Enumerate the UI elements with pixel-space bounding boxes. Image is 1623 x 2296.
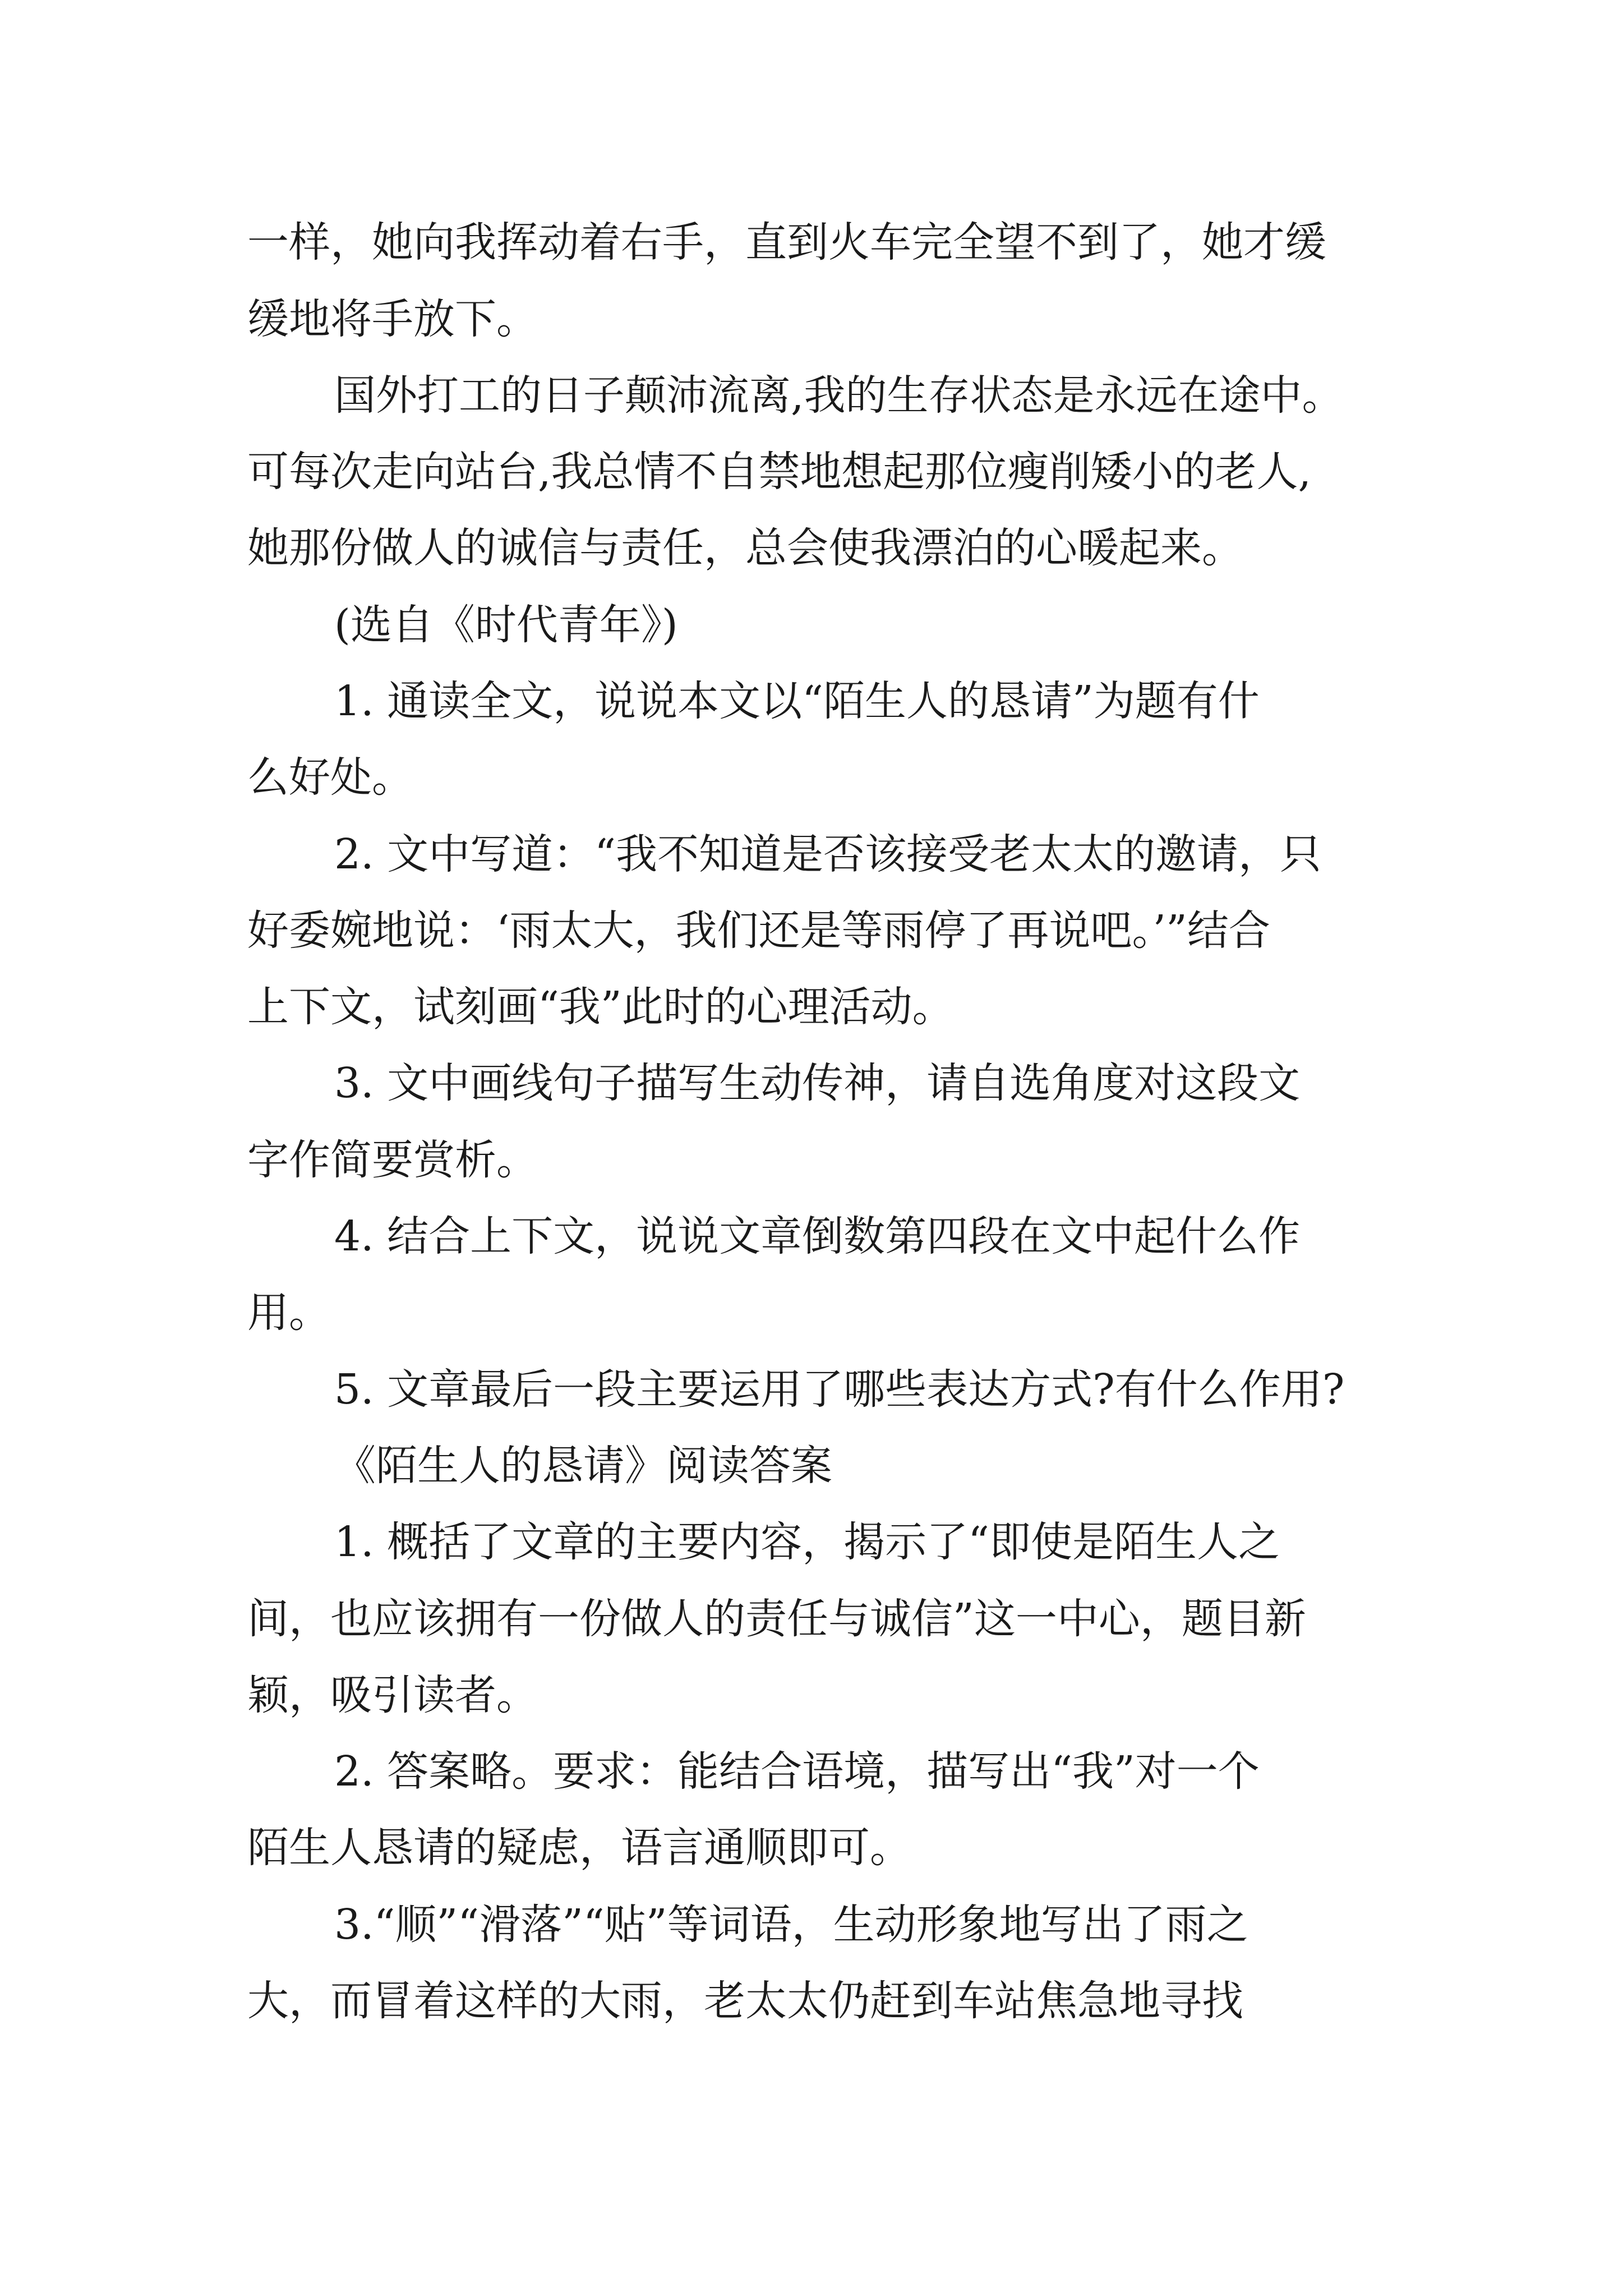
text-line: 国外打工的日子颠沛流离,我的生存状态是永远在途中。 [334, 371, 1344, 420]
text-line: 么好处。 [247, 753, 413, 802]
text-line: 缓地将手放下。 [247, 295, 538, 343]
text-line: 间，也应该拥有一份做人的责任与诚信”这一中心，题目新 [247, 1595, 1306, 1643]
text-line: 字作简要赏析。 [247, 1136, 538, 1184]
text-line: 一样，她向我挥动着右手，直到火车完全望不到了，她才缓 [247, 218, 1326, 266]
question-4: 4. 结合上下文，说说文章倒数第四段在文中起什么作 [334, 1212, 1301, 1260]
text-line: 颖，吸引读者。 [247, 1671, 538, 1719]
text-line: 上下文，试刻画“我”此时的心理活动。 [247, 983, 954, 1031]
source-citation: (选自《时代青年》) [334, 601, 678, 649]
question-2: 2. 文中写道：“我不知道是否该接受老太太的邀请，只 [334, 830, 1321, 878]
text-line: 好委婉地说：‘雨太大，我们还是等雨停了再说吧。’”结合 [247, 907, 1270, 955]
question-3: 3. 文中画线句子描写生动传神，请自选角度对这段文 [334, 1059, 1301, 1107]
answer-1: 1. 概括了文章的主要内容，揭示了“即使是陌生人之 [334, 1518, 1280, 1566]
answer-3: 3.“顺”“滑落”“贴”等词语，生动形象地写出了雨之 [334, 1901, 1248, 1949]
question-1: 1. 通读全文，说说本文以“陌生人的恳请”为题有什 [334, 677, 1260, 725]
answer-2: 2. 答案略。要求：能结合语境，描写出“我”对一个 [334, 1747, 1260, 1796]
text-line: 她那份做人的诚信与责任，总会使我漂泊的心暖起来。 [247, 524, 1243, 572]
question-5: 5. 文章最后一段主要运用了哪些表达方式?有什么作用? [334, 1365, 1345, 1414]
text-line: 陌生人恳请的疑虑，语言通顺即可。 [247, 1824, 911, 1872]
text-line: 可每次走向站台,我总情不自禁地想起那位瘦削矮小的老人, [247, 448, 1312, 496]
text-line: 大，而冒着这样的大雨，老太太仍赶到车站焦急地寻找 [247, 1977, 1243, 2025]
answer-heading: 《陌生人的恳请》阅读答案 [334, 1442, 832, 1490]
text-line: 用。 [247, 1289, 330, 1337]
